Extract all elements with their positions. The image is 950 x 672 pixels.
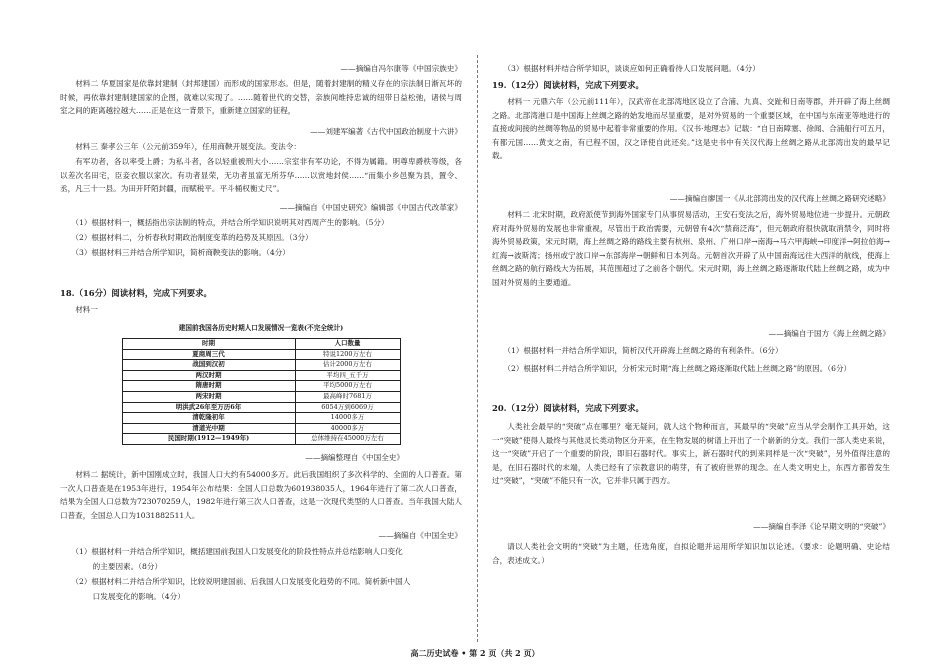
table-cell: 14000多万	[295, 413, 400, 424]
question-18-2-cont: 口发展变化的影响。（4分）	[92, 592, 185, 601]
question-1: （1）根据材料一，概括指出宗法制的特点，并结合所学知识说明其对西周产生的影响。（5分）	[71, 218, 389, 227]
right-column	[492, 0, 890, 672]
table-cell: 清道光中期	[122, 423, 295, 434]
table-row	[122, 370, 400, 381]
question-18-1: （1）根据材料一并结合所学知识，概括建国前我国人口发展变化的阶段性特点并总结影响人口变化	[71, 547, 403, 556]
material-text: 人类社会最早的“突破”点在哪里？毫无疑问，就人这个物种而言，其最早的“突破”应当从学会制作工具开始，这一“突破”使得人最终与其他灵长类动物区分开来，在生物发展的树谱上开出了一个崭新的分支。我们一部人类史来说，这一“突破”开启了一个重要的阶段，即旧石器时代。事实上，新石器时代的到来同样是一次“突破”，另外值得注意的是，在旧石器时代的末端，人类已经有了宗教意识的萌芽，有了被府世界的现念。在人类文明史上，东西方都曾发生过“突破”，“突破”不能只有一次，它并非只属于西方。	[492, 422, 890, 486]
question-20-title: 20.（12分）阅读材料，完成下列要求。	[492, 403, 644, 413]
material-three-intro: 材料三 秦孝公三年（公元前359年），任用商鞅开展变法。变法令：	[75, 142, 301, 151]
table-row	[122, 349, 400, 360]
question-19-2: （2）根据材料二并结合所学知识，分析宋元时期“海上丝绸之路逐渐取代陆上丝绸之路”的原因。（6分）	[503, 364, 852, 373]
table-header: 人口数量	[295, 339, 400, 350]
question-2: （2）根据材料二，分析春秋时期政治制度变革的趋势及其原因。（3分）	[71, 233, 313, 242]
source-citation: ——刘建军编著《古代中国政治制度十六讲》	[310, 127, 462, 136]
table-cell: 两宋时期	[122, 391, 295, 402]
material-one-text: 材料一 元鼎六年（公元前111年），汉武帝在北部湾地区设立了合浦、九真、交趾和日南等郡，并开辟了海上丝绸之路。北部湾港口是中国海上丝绸之路的始发地而尽显重要，是对外贸易的一个重要区域，在中国与东南亚等地进行的直接或间接的丝绸等物品的贸易中起着非常重要的作用。《汉书·地理志》记载：“自日南障塞、徐闻、合浦船行可五月，有都元国……黄支之南，有已程不国，汉之译使自此还矣。”这是史书中有关汉代海上丝绸之路从北部湾出发的最早记载。	[492, 97, 890, 161]
table-header: 时期	[122, 339, 295, 350]
source-citation: ——摘编自李泽《论早期文明的“突破”》	[753, 522, 890, 531]
question-3: （3）根据材料三并结合所学知识，简析商鞅变法的影响。（4分）	[71, 248, 290, 257]
question-18-title: 18.（16分）阅读材料，完成下列要求。	[60, 288, 212, 298]
table-cell: 40000多万	[295, 423, 400, 434]
source-citation: ——摘编自《中国全史》	[378, 531, 462, 540]
table-cell: 清乾隆初年	[122, 413, 295, 424]
source-citation: ——摘编自于国方《海上丝绸之路》	[768, 329, 890, 338]
population-table	[122, 338, 401, 445]
table-row	[122, 413, 400, 424]
table-row	[122, 391, 400, 402]
table-caption: 建国前我国各历史时期人口发展情况一览表(不完全统计)	[178, 324, 344, 332]
source-citation: ——摘编自冯尔康等《中国宗族史》	[340, 64, 462, 73]
column-divider	[477, 55, 478, 642]
table-cell: 估计2000万左右	[295, 360, 400, 371]
table-cell: 特说1200万左右	[295, 349, 400, 360]
table-row	[122, 402, 400, 413]
material-two-text: 材料二 华夏国家是依靠封建制（封邦建国）而形成的国家形态。但是，随着封建制的精义存在的宗法制日渐瓦坏的时候，再依靠封建制建国家的企图，就难以实现了。……随着世代的交替，亲族间维持忠诚的纽带日益松弛，诸侯与周室之间的距离越拉越大……正是在这一背景下，重新建立国家的征程，	[60, 79, 462, 116]
table-row	[122, 360, 400, 371]
question-17-3: （3）根据材料并结合所学知识，谈谈应如何正确看待人口发展问题。（4分）	[503, 64, 760, 73]
material-two-text: 材料二 北宋时期，政府派使节到海外国家专门从事贸易活动，王安石变法之后，海外贸易地位进一步提升。元朝政府对海外贸易的发展也非常重视，尽管出于政治需要，元朝曾有4次“禁商泛海”，但元朝政府很快就取消禁令，同时将海外贸易政策，宋元时期，海上丝绸之路的路线主要有杭州、泉州、广州口岸→南海→马六甲海峡→印度洋→阿拉伯海→红海→波斯湾；扬州或宁波口岸→东部海岸→朝鲜和日本列岛。元朝首次开辟了从中国南海远往大西洋的航线，使海上丝绸之路的航行路线大为拓展，其范围超过了之前各个朝代。宋元时期，海上丝绸之路逐渐取代陆上丝绸之路，成为中国对外贸易的主要通道。	[492, 210, 890, 287]
table-cell: 夏商周三代	[122, 349, 295, 360]
table-row	[122, 423, 400, 434]
source-citation: ——摘编自《中国史研究》编辑部《中国古代改革家》	[279, 203, 462, 212]
table-cell: 平均四_五千万	[295, 370, 400, 381]
table-cell: 民国时期(1912—1949年)	[122, 434, 295, 445]
table-cell: 隋唐时期	[122, 381, 295, 392]
question-18-1-cont: 的主要因素。（8分）	[92, 562, 163, 571]
table-cell: 平均5000万左右	[295, 381, 400, 392]
table-source: ——摘编整理自《中国全史》	[305, 453, 404, 462]
population-table-wrapper	[60, 338, 462, 445]
page-footer: 高二历史试卷 • 第 2 页（共 2 页）	[410, 648, 540, 658]
source-citation: ——摘编自廖国一《从北部湾出发的汉代海上丝绸之路研究述略》	[669, 194, 890, 203]
left-column	[60, 0, 462, 672]
table-cell: 明洪武26年至万历6年	[122, 402, 295, 413]
table-cell: 总体维持在45000万左右	[295, 434, 400, 445]
question-18-2: （2）根据材料二并结合所学知识，比较说明建国前、后我国人口发展变化趋势的不同。简析新中国人	[71, 577, 411, 586]
table-cell: 6054万到6069万	[295, 402, 400, 413]
table-row	[122, 381, 400, 392]
question-19-1: （1）根据材料一并结合所学知识，简析汉代开辟海上丝绸之路的有利条件。（6分）	[503, 346, 783, 355]
table-cell: 最高峰时7681万	[295, 391, 400, 402]
question-19-title: 19.（12分）阅读材料，完成下列要求。	[492, 80, 644, 90]
material-three-text: 有军功者，各以率受上爵；为私斗者，各以轻重被刑大小……宗室非有军功论，不得为属籍。明尊卑爵秩等级，各以差次名田宅，臣妾衣服以家次。有功者显荣，无功者虽富无所芬华……以赏地封侯……“而集小乡邑聚为县，置令、丞，凡三十一县。为田开阡陌封疆，而赋税平。平斗桶权衡丈尺”。	[60, 157, 462, 194]
essay-task: 请以人类社会文明的“突破”为主题，任选角度，自拟论题并运用所学知识加以论述。（要求：论题明确、史论结合，表述成文。）	[492, 542, 890, 565]
table-row	[122, 434, 400, 445]
table-cell: 战国到汉初	[122, 360, 295, 371]
material-two-text: 材料二 据统计，新中国刚成立时，我国人口大约有54000多万。此后我国组织了多次科学的、全面的人口普查。第一次人口普查是在1953年进行，1954年公布结果：全国人口总数为601938035人，1964年进行了第二次人口普查，结果为全国人口总数为723070259人，1982年进行第三次人口普查，这是一次现代类型的人口普查。当年我国大陆人口普查，全国总人口为1031882511人。	[60, 470, 462, 520]
material-one-label: 材料一	[75, 305, 98, 314]
table-cell: 两汉时期	[122, 370, 295, 381]
